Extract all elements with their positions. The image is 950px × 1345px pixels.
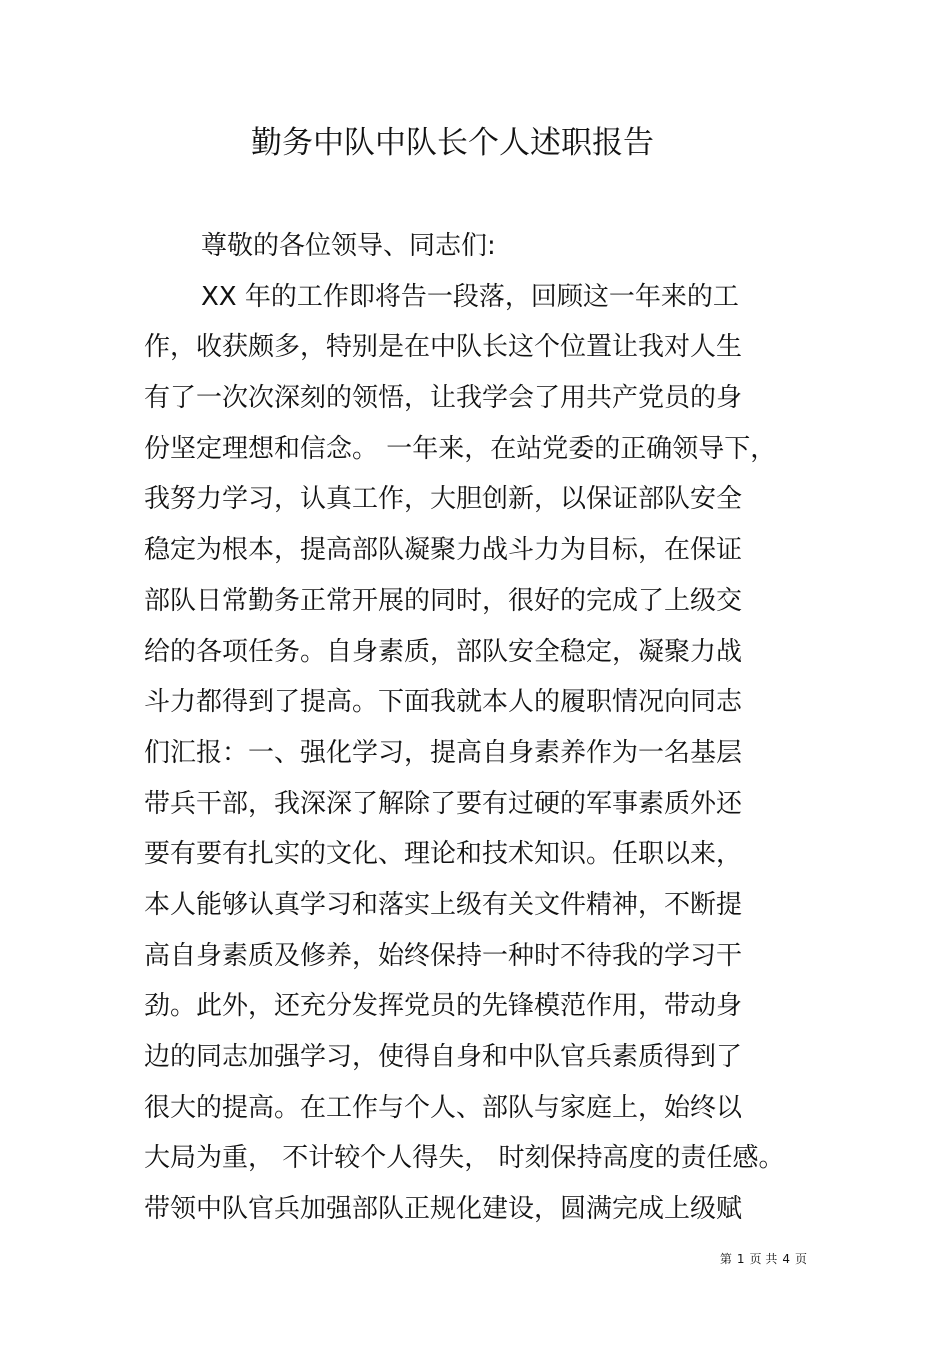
body-line: 给的各项任务。自身素质，部队安全稳定，凝聚力战: [144, 636, 743, 667]
body-line: 作，收获颇多，特别是在中队长这个位置让我对人生: [144, 332, 743, 363]
body-line: 我努力学习，认真工作，大胆创新，以保证部队安全: [144, 484, 743, 515]
body-line: 们汇报：一、强化学习，提高自身素养作为一名基层: [144, 737, 743, 768]
page-suffix: 页: [794, 1252, 807, 1266]
body-line: 高自身素质及修养，始终保持一种时不待我的学习干: [144, 940, 743, 971]
body-line: 劲。此外，还充分发挥党员的先锋模范作用，带动身: [144, 991, 743, 1022]
page-total: 4: [782, 1252, 790, 1266]
body-line: 份坚定理想和信念。 一年来，在站党委的正确领导下，: [144, 433, 777, 464]
body-line: 稳定为根本，提高部队凝聚力战斗力为目标，在保证: [144, 535, 743, 566]
body-line: 部队日常勤务正常开展的同时，很好的完成了上级交: [144, 585, 743, 616]
body-line: 带领中队官兵加强部队正规化建设，圆满完成上级赋: [144, 1194, 743, 1225]
body-line: 斗力都得到了提高。下面我就本人的履职情况向同志: [144, 687, 743, 718]
document-title: 勤务中队中队长个人述职报告: [251, 125, 654, 161]
page-prefix: 第: [719, 1252, 732, 1266]
document-body: [144, 221, 824, 1235]
page-number: 1: [736, 1252, 745, 1266]
body-line: 有了一次次深刻的领悟，让我学会了用共产党员的身: [144, 383, 743, 414]
salutation-line: 尊敬的各位领导、同志们:: [201, 231, 496, 261]
body-line: 很大的提高。在工作与个人、部队与家庭上，始终以: [144, 1092, 743, 1123]
body-line: XX 年的工作即将告一段落，回顾这一年来的工: [201, 281, 739, 312]
page-middle: 页 共: [749, 1252, 778, 1266]
page-number-footer: [720, 1249, 807, 1269]
body-line: 边的同志加强学习，使得自身和中队官兵素质得到了: [144, 1042, 743, 1072]
body-line: 带兵干部，我深深了解除了要有过硬的军事素质外还: [144, 788, 743, 819]
body-line: 本人能够认真学习和落实上级有关文件精神，不断提: [144, 889, 743, 920]
body-line: 大局为重， 不计较个人得失， 时刻保持高度的责任感。: [144, 1143, 785, 1174]
body-line: 要有要有扎实的文化、理论和技术知识。任职以来，: [144, 839, 743, 870]
